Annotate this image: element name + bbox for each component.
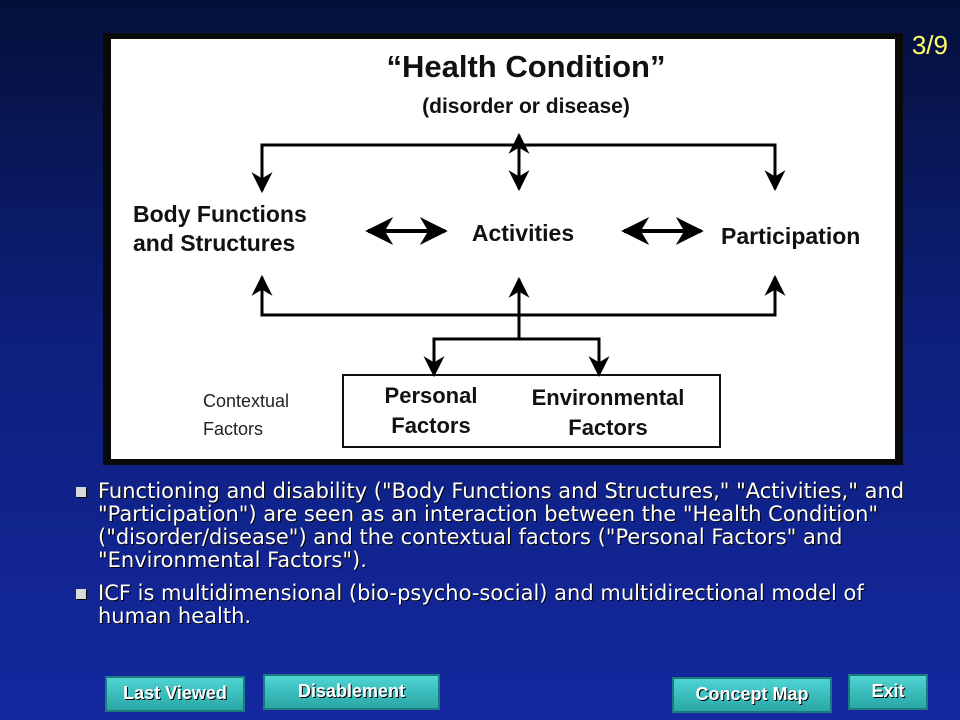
slide-number: 3/9 [911,30,948,60]
body-functions-label-line1: Body Functions [133,201,307,227]
participation-label: Participation [721,223,861,249]
contextual-factors-label-line1: Contextual [203,391,290,411]
environmental-factors-label-line2: Factors [568,415,648,440]
bullet-item [76,582,906,628]
exit-button[interactable]: Exit [848,674,928,710]
bullet-square-icon [76,487,86,497]
bullet-square-icon [76,589,86,599]
health-condition-title: “Health Condition” [386,49,666,84]
bullet-list [76,480,906,638]
bullet-item [76,480,906,572]
health-condition-connectors [262,135,775,191]
environmental-factors-label-line1: Environmental [531,385,685,410]
body-functions-label-line2: and Structures [133,230,296,256]
contextual-connectors [262,277,775,375]
last-viewed-button[interactable]: Last Viewed [105,676,245,712]
bullet-text: Functioning and disability ("Body Functions and Structures," "Activities," and "Participation") are seen as an interaction between the "Health Condition" ("disorder/disease") and the contextual factors ("Personal Factors" and "Environmental Factors"). [98,479,905,572]
disablement-button[interactable]: Disablement [263,674,440,710]
activities-label: Activities [471,220,575,246]
contextual-factors-label-line2: Factors [203,419,264,439]
personal-factors-label-line1: Personal [384,383,478,408]
health-condition-subtitle: (disorder or disease) [422,95,630,118]
bullet-text: ICF is multidimensional (bio-psycho-social) and multidirectional model of human health. [98,581,864,628]
icf-diagram-frame [103,33,903,465]
personal-factors-label-line2: Factors [391,413,471,438]
icf-diagram [111,39,895,459]
concept-map-button[interactable]: Concept Map [672,677,832,713]
